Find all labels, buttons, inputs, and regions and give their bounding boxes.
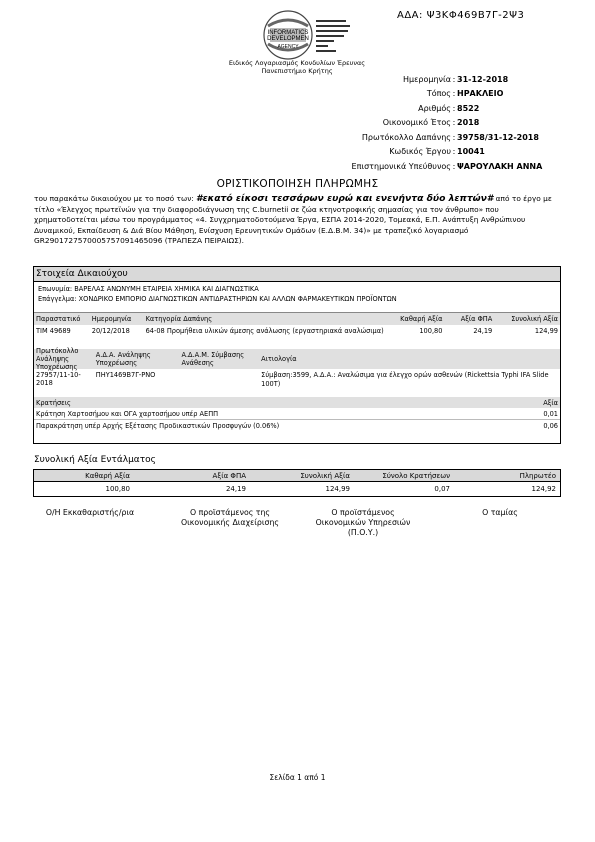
commit-col-protocol: Πρωτόκολλο Ανάληψης Υποχρέωσης — [36, 347, 79, 371]
withholding-value: 0,06 — [543, 421, 558, 430]
summary-header-row — [34, 470, 560, 482]
meta-row — [300, 116, 560, 131]
commit-col-ada: Α.Δ.Α. Ανάληψης Υποχρέωσης — [95, 351, 151, 367]
summary-title: Συνολική Αξία Εντάλματος — [34, 455, 156, 465]
invoice-header-row — [34, 312, 560, 325]
svg-text:AGENCY: AGENCY — [277, 44, 299, 50]
commitment-header-row — [34, 349, 560, 369]
meta-row — [300, 130, 560, 145]
invoice-row — [34, 325, 560, 349]
meta-label: Τόπος — [426, 89, 451, 99]
withholding-label: Παρακράτηση υπέρ Αρχής Εξέτασης Προδικαστικών Προσφυγών (0.06%) — [36, 421, 280, 430]
summary-vat: 24,19 — [225, 485, 246, 493]
meta-label: Αριθμός — [418, 103, 451, 113]
meta-value: 2018 — [457, 118, 480, 128]
summary-col-payable: Πληρωτέο — [519, 471, 556, 480]
commit-reason: Σύμβαση:3599, Α.Δ.Α.: Αναλώσιμα για έλεγχο ορών ασθενών (Rickettsia Typhi IFA Slide 100T) — [261, 371, 549, 388]
invoice-col-total: Συνολική Αξία — [511, 315, 558, 323]
commit-col-adam: Α.Δ.Α.Μ. Σύμβασης Ανάθεσης — [181, 351, 245, 367]
summary-col-total: Συνολική Αξία — [300, 471, 350, 480]
meta-colon: : — [452, 147, 456, 157]
invoice-col-date: Ημερομηνία — [91, 315, 132, 323]
summary-withholdings: 0,07 — [434, 485, 450, 493]
meta-label: Ημερομηνία — [402, 74, 451, 84]
withholding-value: 0,01 — [543, 409, 558, 418]
invoice-col-net: Καθαρή Αξία — [400, 315, 443, 323]
meta-colon: : — [452, 103, 456, 113]
summary-table — [33, 469, 561, 497]
summary-net: 100,80 — [105, 485, 130, 493]
withholding-row — [34, 408, 560, 420]
signature-finance-head: Ο προϊστάμενος της Οικονομικής Διαχείρισης — [181, 508, 279, 527]
invoice-vat: 24,19 — [473, 327, 493, 335]
meta-value: ΗΡΑΚΛΕΙΟ — [457, 89, 504, 99]
amount-prefix: του παρακάτω δικαιούχου με το ποσό των: — [34, 194, 197, 203]
meta-label: Οικονομικό Έτος — [382, 118, 451, 128]
meta-row — [300, 159, 560, 174]
meta-row — [300, 72, 560, 87]
page-number: Σελίδα 1 από 1 — [269, 773, 326, 782]
signature-services-head: Ο προϊστάμενος Οικονομικών Υπηρεσιών (Π.Ο.Υ.) — [315, 508, 411, 537]
commit-col-reason: Αιτιολογία — [261, 355, 297, 363]
beneficiary-box — [33, 266, 561, 444]
invoice-col-vat: Αξία ΦΠΑ — [460, 315, 493, 323]
signature-cashier: Ο ταμίας — [482, 508, 518, 517]
meta-label: Πρωτόκολλο Δαπάνης — [361, 132, 451, 142]
commit-protocol: 27957/11-10-2018 — [36, 371, 81, 387]
summary-total: 124,99 — [325, 485, 350, 493]
meta-colon: : — [452, 89, 456, 99]
ada-number: ΑΔΑ: Ψ3ΚΦ469Β7Γ-2Ψ3 — [397, 10, 525, 21]
meta-label: Επιστημονικά Υπεύθυνος — [351, 161, 451, 171]
logo-caption: Ειδικός Λογαριασμός Κονδυλίων Έρευνας Πανεπιστήμιο Κρήτης — [228, 59, 366, 75]
withholding-row — [34, 420, 560, 431]
amount-words: #εκατό είκοσι τεσσάρων ευρώ και ενενήντα δύο λεπτών# — [196, 193, 494, 204]
invoice-doc: ΤΙΜ 49689 — [36, 327, 71, 335]
summary-payable: 124,92 — [531, 485, 556, 493]
beneficiary-job: ΧΟΝΔΡΙΚΟ ΕΜΠΟΡΙΟ ΔΙΑΓΝΩΣΤΙΚΩΝ ΑΝΤΙΔΡΑΣΤΗΡΙΩΝ ΚΑΙ ΑΛΛΩΝ ΦΑΡΜΑΚΕΥΤΙΚΩΝ ΠΡΟΪΟΝΤΩΝ — [78, 295, 397, 303]
meta-label: Κωδικός Έργου — [389, 147, 451, 157]
withholding-label: Κράτηση Χαρτοσήμου και ΟΓΑ χαρτοσήμου υπέρ ΑΕΠΠ — [36, 409, 219, 418]
meta-row — [300, 145, 560, 160]
withholdings-header: Κρατήσεις — [36, 398, 71, 407]
meta-colon: : — [452, 161, 456, 171]
meta-colon: : — [452, 132, 456, 142]
meta-colon: : — [452, 118, 456, 128]
invoice-date: 20/12/2018 — [91, 327, 130, 335]
invoice-col-category: Κατηγορία Δαπάνης — [145, 315, 213, 323]
svg-text:INFORMATICS: INFORMATICS — [267, 30, 309, 36]
document-meta — [300, 72, 560, 174]
summary-col-vat: Αξία ΦΠΑ — [212, 471, 246, 480]
signature-clearer: Ο/Η Εκκαθαριστής/ρια — [45, 508, 135, 517]
payment-description — [34, 194, 564, 247]
beneficiary-name-row — [38, 284, 556, 294]
beneficiary-job-label: Επάγγελμα: — [38, 295, 77, 303]
invoice-net: 100,80 — [419, 327, 443, 335]
invoice-total: 124,99 — [534, 327, 558, 335]
document-title: ΟΡΙΣΤΙΚΟΠΟΙΗΣΗ ΠΛΗΡΩΜΗΣ — [216, 178, 379, 190]
meta-row — [300, 101, 560, 116]
meta-colon: : — [452, 74, 456, 84]
summary-values-row — [34, 482, 560, 496]
meta-value: 31-12-2018 — [457, 74, 509, 84]
invoice-col-doc: Παραστατικό — [36, 315, 81, 323]
meta-value: ΨΑΡΟΥΛΑΚΗ ΑΝΝΑ — [457, 161, 543, 171]
summary-col-net: Καθαρή Αξία — [85, 471, 130, 480]
meta-value: 8522 — [457, 103, 480, 113]
svg-text:DEVELOPMEN: DEVELOPMEN — [267, 36, 309, 42]
beneficiary-header: Στοιχεία Δικαιούχου — [34, 267, 560, 282]
withholdings-value-header: Αξία — [543, 398, 558, 407]
withholdings-header-row — [34, 397, 560, 408]
commitment-row — [34, 369, 560, 397]
invoice-category: 64-08 Προμήθεια υλικών άμεσης ανάλωσης (εργαστηριακά αναλώσιμα) — [145, 327, 384, 335]
project-description: από το έργο με τίτλο «Έλεγχος πρωτεϊνών για την διαφοροδιάγνωση της C.burnetii σε ζώα κτηνοτροφικής σημασίας για τον άνθρωπο» που χρηματοδοτείται μέσω του προγράμματος «4. Συγχρηματοδοτούμενα Έργα, ΕΣΠΑ 2014-2020, Τομεακά, Ε.Π. Ανάπτυξη Ανθρώπινου Δυναμικού, Εκπαίδευση & Διά Βίου Μάθηση, Ενίσχυση Ερευνητικών Ομάδων (Ε.Δ.Β.Μ. 34)» με τραπεζικό λογαριασμό GR2901727570005757091465096 (ΤΡΑΠΕΖΑ ΠΕΙΡΑΙΩΣ). — [34, 194, 552, 246]
summary-col-withholdings: Σύνολο Κρατήσεων — [382, 471, 450, 480]
meta-value: 10041 — [457, 147, 485, 157]
beneficiary-name-label: Επωνυμία: — [38, 285, 73, 293]
commit-ada: ΠΗΥ1469Β7Γ-ΡΝΟ — [95, 371, 156, 379]
meta-value: 39758/31-12-2018 — [457, 132, 539, 142]
meta-row — [300, 87, 560, 102]
beneficiary-name: ΒΑΡΕΛΑΣ ΑΝΩΝΥΜΗ ΕΤΑΙΡΕΙΑ ΧΗΜΙΚΑ ΚΑΙ ΔΙΑΓΝΩΣΤΙΚΑ — [74, 285, 259, 293]
beneficiary-job-row — [38, 294, 556, 304]
